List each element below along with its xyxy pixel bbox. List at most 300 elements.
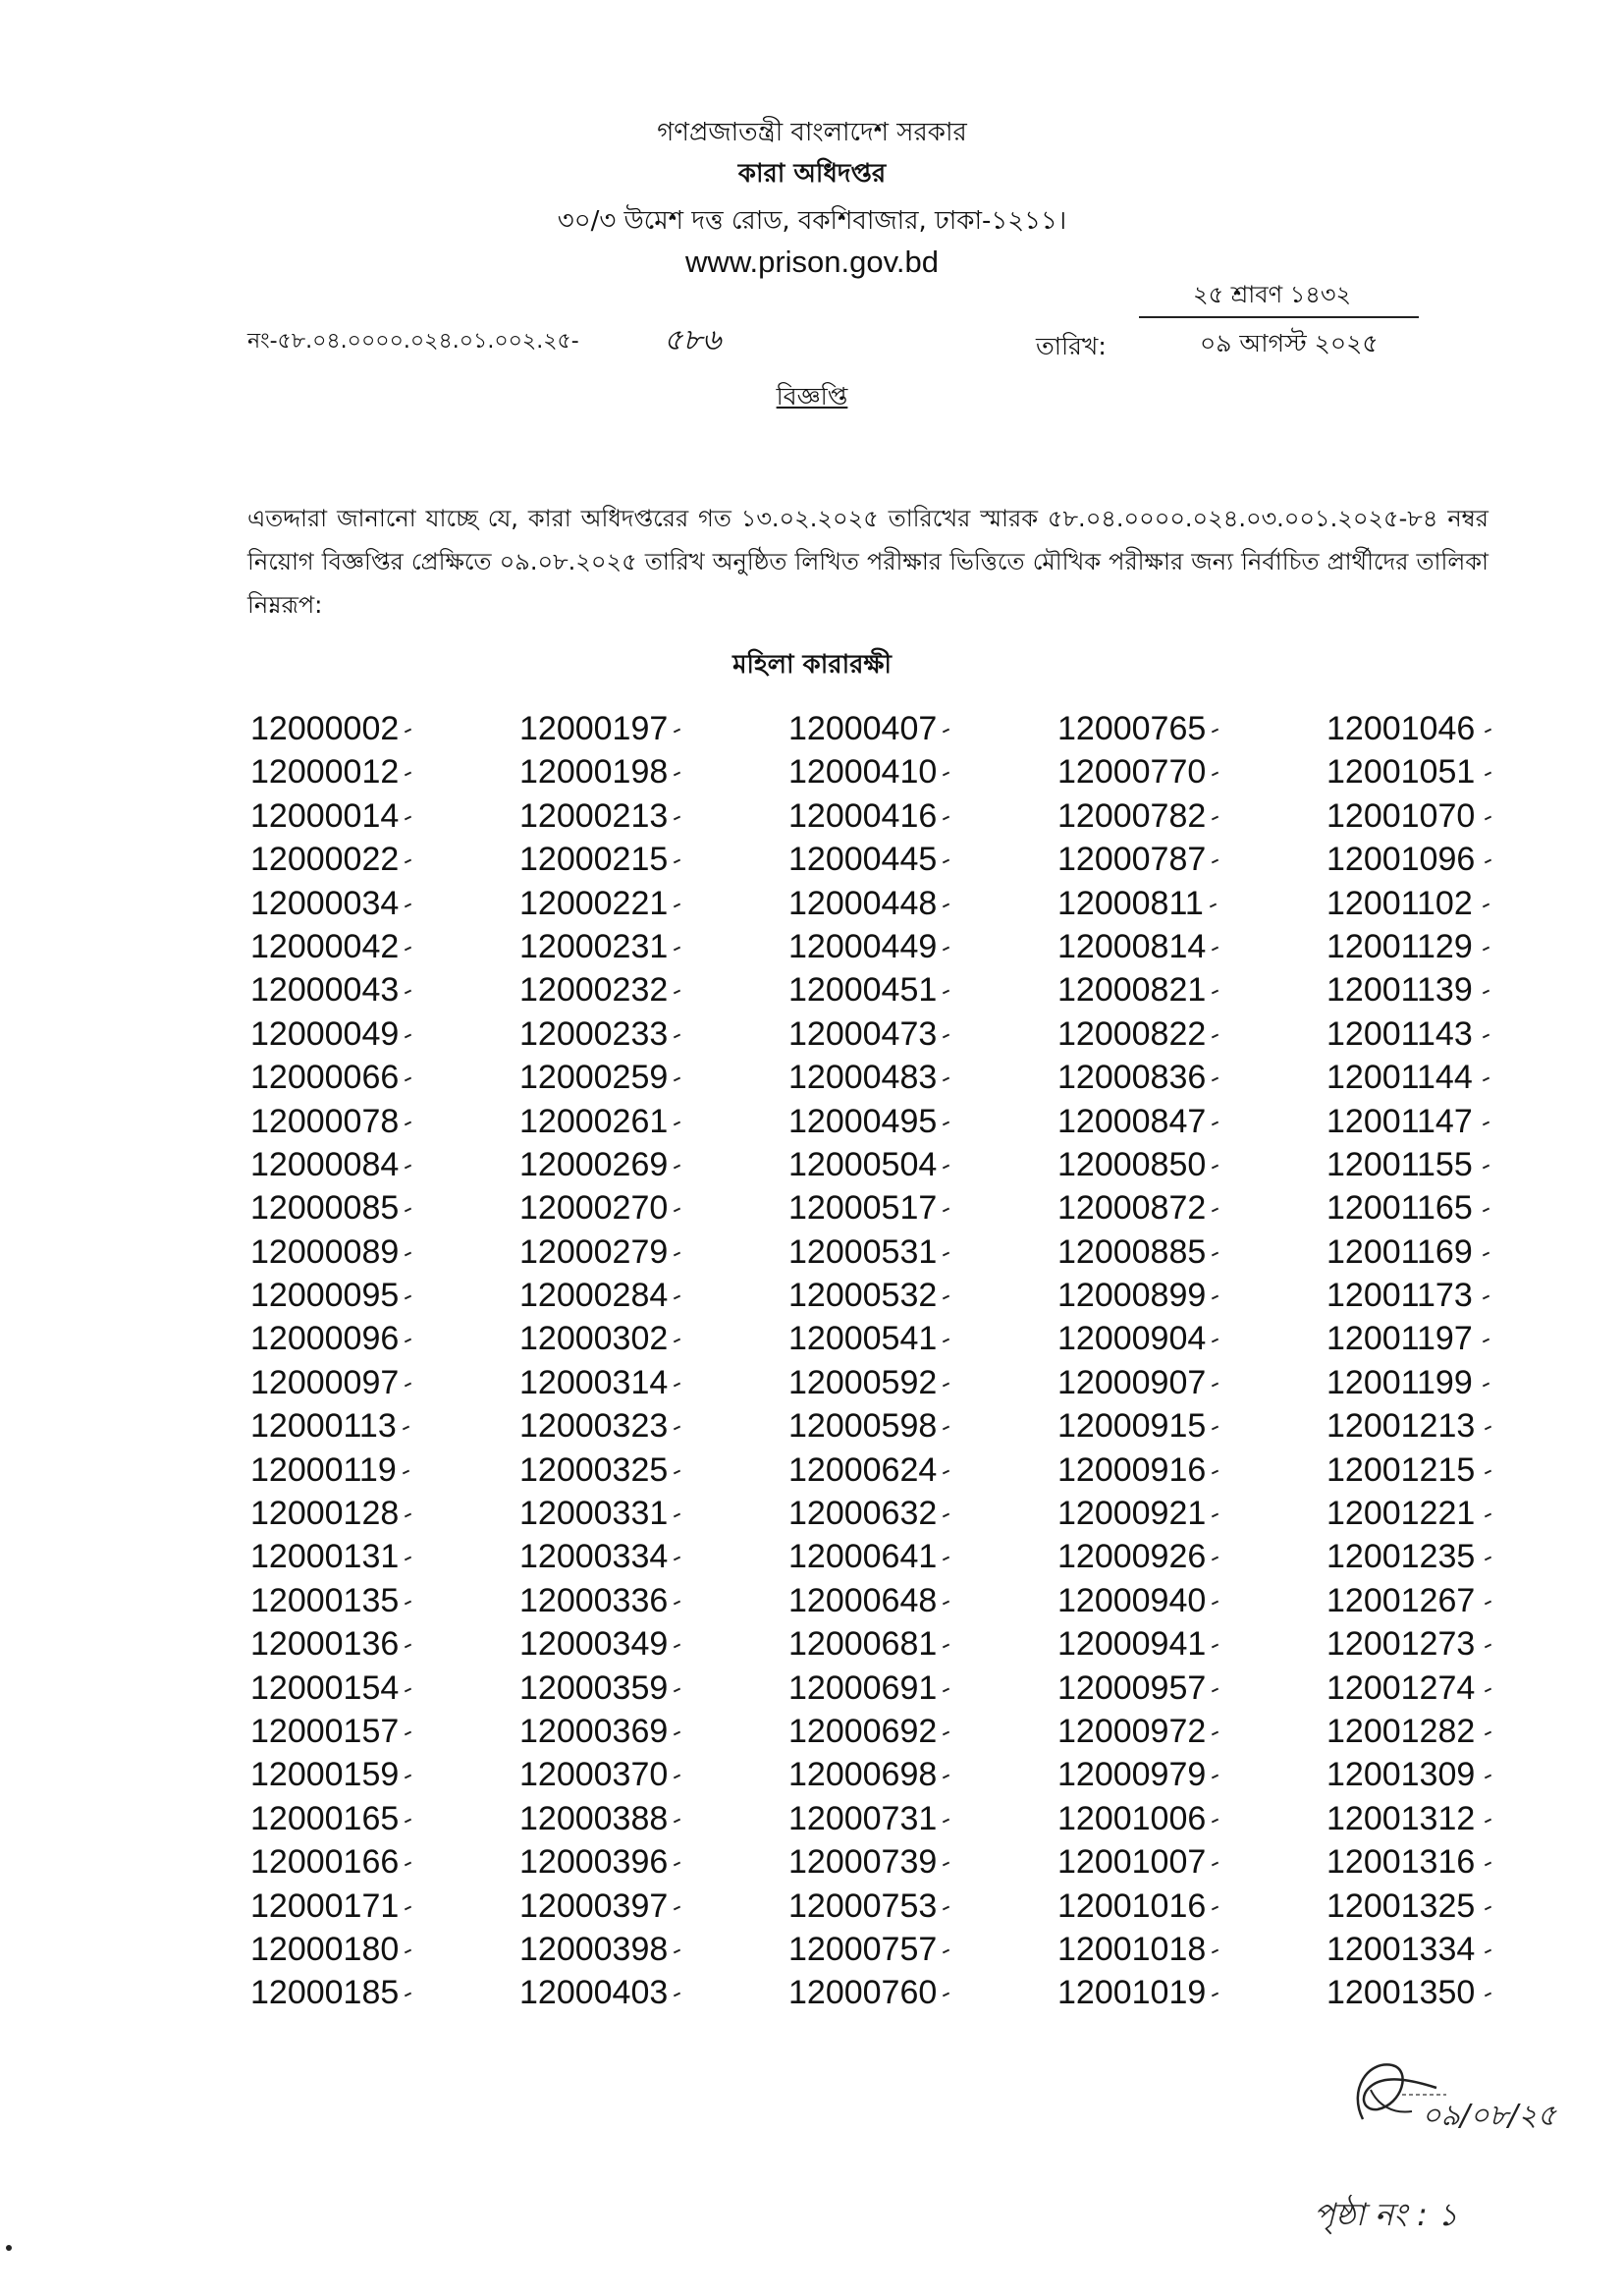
check-tick-icon: [405, 1121, 411, 1125]
roll-number-text: 12000495: [788, 1102, 938, 1140]
roll-number-text: 12000916: [1057, 1450, 1207, 1489]
roll-number-text: 12001282: [1326, 1712, 1476, 1750]
roll-number: [250, 1449, 519, 1492]
roll-number: [1326, 1971, 1596, 2014]
check-tick-icon: [1485, 1513, 1491, 1518]
roll-number-text: 12001147: [1326, 1102, 1473, 1140]
roll-number: [1057, 838, 1326, 881]
check-tick-icon: [1212, 1165, 1218, 1170]
check-tick-icon: [1483, 990, 1489, 995]
roll-number-text: 12000822: [1057, 1014, 1207, 1053]
roll-number: [1326, 1622, 1596, 1666]
roll-number: [519, 1274, 788, 1317]
roll-number: [250, 968, 519, 1011]
roll-number-text: 12000185: [250, 1974, 400, 2012]
roll-number: [1326, 1667, 1596, 1710]
roll-number-text: 12000043: [250, 971, 400, 1010]
roll-number: [250, 925, 519, 968]
check-tick-icon: [943, 729, 949, 734]
roll-number: [1057, 925, 1326, 968]
check-tick-icon: [1485, 1862, 1491, 1867]
roll-number: [519, 1143, 788, 1186]
roll-number: [788, 1012, 1057, 1056]
check-tick-icon: [1212, 1033, 1218, 1038]
roll-number: [1057, 1840, 1326, 1884]
roll-number-text: 12000941: [1057, 1625, 1207, 1664]
check-tick-icon: [943, 1775, 949, 1779]
roll-number: [250, 1012, 519, 1056]
roll-number: [519, 1186, 788, 1230]
roll-number-text: 12000166: [250, 1843, 400, 1882]
roll-number-text: 12000369: [519, 1712, 669, 1750]
roll-number: [788, 1971, 1057, 2014]
roll-number-text: 12000014: [250, 796, 400, 835]
roll-number-text: 12000814: [1057, 927, 1207, 965]
roll-number: [519, 1622, 788, 1666]
roll-number-text: 12001016: [1057, 1886, 1207, 1925]
check-tick-icon: [405, 1165, 411, 1170]
roll-number: [519, 1404, 788, 1448]
roll-number: [1326, 1230, 1596, 1274]
check-tick-icon: [943, 990, 949, 995]
check-tick-icon: [1212, 1469, 1218, 1474]
check-tick-icon: [674, 1600, 680, 1605]
roll-number-text: 12000398: [519, 1930, 669, 1968]
roll-number: [519, 968, 788, 1011]
roll-number-text: 12000119: [250, 1450, 397, 1489]
roll-number: [250, 1492, 519, 1535]
roll-number: [788, 968, 1057, 1011]
roll-number-text: 12000681: [788, 1625, 938, 1664]
roll-number-text: 12000323: [519, 1407, 669, 1446]
roll-number-text: 12000397: [519, 1886, 669, 1925]
roll-number: [1326, 1404, 1596, 1448]
check-tick-icon: [1483, 1033, 1489, 1038]
roll-number: [1326, 750, 1596, 793]
roll-number: [519, 1971, 788, 2014]
check-tick-icon: [1212, 1993, 1218, 1997]
roll-number: [788, 1361, 1057, 1404]
roll-number-text: 12000113: [250, 1407, 397, 1446]
roll-number: [519, 1317, 788, 1360]
roll-number: [788, 1274, 1057, 1317]
check-tick-icon: [1485, 1949, 1491, 1954]
check-tick-icon: [405, 1949, 411, 1954]
check-tick-icon: [674, 1208, 680, 1213]
check-tick-icon: [674, 990, 680, 995]
roll-number: [788, 1317, 1057, 1360]
check-tick-icon: [1485, 1993, 1491, 1997]
roll-number: [788, 1797, 1057, 1840]
roll-number-text: 12001129: [1326, 927, 1473, 965]
roll-number-text: 12000449: [788, 927, 938, 965]
roll-number-text: 12001169: [1326, 1232, 1473, 1271]
check-tick-icon: [674, 1077, 680, 1082]
roll-number: [519, 794, 788, 838]
roll-number-text: 12000359: [519, 1668, 669, 1707]
roll-number-text: 12000128: [250, 1495, 400, 1533]
roll-number-text: 12000002: [250, 710, 400, 747]
roll-number-text: 12001312: [1326, 1799, 1476, 1837]
roll-number-text: 12000232: [519, 971, 669, 1010]
roll-number: [788, 1579, 1057, 1622]
check-tick-icon: [674, 859, 680, 864]
check-tick-icon: [1212, 990, 1218, 995]
roll-number: [250, 882, 519, 925]
roll-number: [250, 1317, 519, 1360]
roll-number: [1057, 1492, 1326, 1535]
roll-number-text: 12000624: [788, 1450, 938, 1489]
roll-number-text: 12001018: [1057, 1930, 1207, 1968]
check-tick-icon: [943, 1905, 949, 1910]
roll-number: [1057, 1928, 1326, 1971]
check-tick-icon: [405, 1687, 411, 1692]
check-tick-icon: [674, 772, 680, 777]
check-tick-icon: [674, 1775, 680, 1779]
roll-number: [1326, 1449, 1596, 1492]
check-tick-icon: [405, 1339, 411, 1343]
roll-number-text: 12000541: [788, 1320, 938, 1358]
check-tick-icon: [674, 729, 680, 734]
check-tick-icon: [943, 1557, 949, 1561]
page-number: পৃষ্ঠা নং : ১: [1314, 2196, 1458, 2233]
roll-number: [250, 1274, 519, 1317]
roll-number-text: 12000336: [519, 1581, 669, 1619]
roll-number-text: 12000049: [250, 1014, 400, 1053]
roll-number: [788, 1667, 1057, 1710]
roll-number-text: 12000770: [1057, 753, 1207, 792]
roll-number: [250, 1797, 519, 1840]
government-name: গণপ্রজাতন্ত্রী বাংলাদেশ সরকার: [657, 118, 967, 147]
roll-number: [1057, 1449, 1326, 1492]
check-tick-icon: [943, 1818, 949, 1823]
roll-number-text: 12000787: [1057, 841, 1207, 879]
roll-number-text: 12000899: [1057, 1277, 1207, 1315]
check-tick-icon: [1212, 1818, 1218, 1823]
check-tick-icon: [405, 1644, 411, 1649]
roll-number-text: 12001334: [1326, 1930, 1476, 1968]
check-tick-icon: [1485, 772, 1491, 777]
roll-number-text: 12000159: [250, 1756, 400, 1794]
roll-number-text: 12000270: [519, 1189, 669, 1228]
roll-number-text: 12000451: [788, 971, 938, 1010]
check-tick-icon: [1483, 947, 1489, 952]
roll-number-text: 12001274: [1326, 1668, 1476, 1707]
roll-number: [519, 1361, 788, 1404]
roll-number-text: 12000926: [1057, 1538, 1207, 1576]
check-tick-icon: [943, 1077, 949, 1082]
roll-number: [519, 750, 788, 793]
roll-number-text: 12000085: [250, 1189, 400, 1228]
roll-number: [1057, 1535, 1326, 1578]
check-tick-icon: [1212, 772, 1218, 777]
roll-number: [519, 882, 788, 925]
check-tick-icon: [1485, 815, 1491, 820]
check-tick-icon: [405, 1033, 411, 1038]
check-tick-icon: [405, 1513, 411, 1518]
roll-number-text: 12001007: [1057, 1843, 1207, 1882]
check-tick-icon: [1483, 1121, 1489, 1125]
roll-number: [1057, 1971, 1326, 2014]
date-english: ০৯ আগস্ট ২০২৫: [1200, 329, 1379, 357]
roll-number-text: 12000739: [788, 1843, 938, 1882]
roll-number: [250, 1622, 519, 1666]
roll-number: [250, 1143, 519, 1186]
check-tick-icon: [405, 1775, 411, 1779]
check-tick-icon: [674, 1033, 680, 1038]
roll-number: [519, 707, 788, 750]
roll-number: [788, 1928, 1057, 1971]
roll-number-text: 12001019: [1057, 1974, 1207, 2012]
check-tick-icon: [1485, 1775, 1491, 1779]
roll-number-text: 12000972: [1057, 1712, 1207, 1750]
roll-number: [1057, 1100, 1326, 1143]
roll-number: [1057, 882, 1326, 925]
roll-number-text: 12000396: [519, 1843, 669, 1882]
roll-number: [1326, 794, 1596, 838]
check-tick-icon: [405, 729, 411, 734]
notice-title: বিজ্ঞপ্তি: [776, 382, 848, 410]
roll-number-text: 12000403: [519, 1974, 669, 2012]
roll-number-text: 12000811: [1057, 884, 1204, 922]
roll-number-text: 12001006: [1057, 1799, 1207, 1837]
check-tick-icon: [943, 859, 949, 864]
roll-number: [1326, 1186, 1596, 1230]
roll-number-text: 12000410: [788, 753, 938, 792]
check-tick-icon: [1485, 1600, 1491, 1605]
check-tick-icon: [405, 859, 411, 864]
roll-number: [1326, 1885, 1596, 1928]
roll-number: [788, 1143, 1057, 1186]
roll-number-text: 12000095: [250, 1277, 400, 1315]
roll-number-text: 12000904: [1057, 1320, 1207, 1358]
roll-number-text: 12000012: [250, 753, 400, 792]
roll-number-text: 12000836: [1057, 1059, 1207, 1097]
roll-number: [1057, 1579, 1326, 1622]
roll-number: [519, 1667, 788, 1710]
roll-number: [1057, 968, 1326, 1011]
roll-number-text: 12000850: [1057, 1145, 1207, 1183]
check-tick-icon: [1483, 1251, 1489, 1256]
roll-number-text: 12000066: [250, 1059, 400, 1097]
roll-number-text: 12000592: [788, 1363, 938, 1401]
check-tick-icon: [674, 1121, 680, 1125]
roll-number: [519, 1492, 788, 1535]
roll-number: [250, 1971, 519, 2014]
check-tick-icon: [1212, 1600, 1218, 1605]
roll-number-text: 12000473: [788, 1014, 938, 1053]
check-tick-icon: [1212, 1775, 1218, 1779]
check-tick-icon: [1483, 1295, 1489, 1300]
check-tick-icon: [1485, 1731, 1491, 1736]
roll-number: [519, 1840, 788, 1884]
check-tick-icon: [1212, 1513, 1218, 1518]
roll-number-text: 12000388: [519, 1799, 669, 1837]
check-tick-icon: [943, 947, 949, 952]
check-tick-icon: [943, 1993, 949, 1997]
roll-number-text: 12001213: [1326, 1407, 1476, 1446]
roll-number: [1326, 1840, 1596, 1884]
notice-paragraph: এতদ্দারা জানানো যাচ্ছে যে, কারা অধিদপ্তরের গত ১৩.০২.২০২৫ তারিখের স্মারক ৫৮.০৪.০০০০.০২৪.০৩.০০১.২০২৫-৮৪ নম্বর নিয়োগ বিজ্ঞপ্তির প্রেক্ষিতে ০৯.০৮.২০২৫ তারিখ অনুষ্ঠিত লিখিত পরীক্ষার ভিত্তিতে মৌখিক পরীক্ষার জন্য নির্বাচিত প্রার্থীদের তালিকা নিম্নরূপ:: [247, 505, 1489, 619]
roll-number-text: 12000448: [788, 884, 938, 922]
roll-number-text: 12000691: [788, 1668, 938, 1707]
check-tick-icon: [1485, 1557, 1491, 1561]
check-tick-icon: [1483, 1208, 1489, 1213]
check-tick-icon: [943, 1251, 949, 1256]
check-tick-icon: [1212, 1949, 1218, 1954]
roll-number: [788, 1492, 1057, 1535]
check-tick-icon: [1212, 1644, 1218, 1649]
roll-number: [1326, 1797, 1596, 1840]
signature-date: ০৯/০৮/২৫: [1422, 2099, 1557, 2133]
roll-number-text: 12001215: [1326, 1450, 1476, 1489]
roll-number: [250, 1667, 519, 1710]
roll-number: [788, 882, 1057, 925]
check-tick-icon: [1485, 1687, 1491, 1692]
roll-number-text: 12000907: [1057, 1363, 1207, 1401]
check-tick-icon: [1483, 1382, 1489, 1387]
check-tick-icon: [1212, 1251, 1218, 1256]
margin-dot: [6, 2245, 12, 2251]
check-tick-icon: [674, 902, 680, 907]
check-tick-icon: [1485, 1426, 1491, 1431]
roll-number-text: 12001316: [1326, 1843, 1476, 1882]
check-tick-icon: [1212, 1208, 1218, 1213]
roll-number: [250, 1840, 519, 1884]
check-tick-icon: [943, 1862, 949, 1867]
roll-number-text: 12000370: [519, 1756, 669, 1794]
roll-number-text: 12000782: [1057, 796, 1207, 835]
roll-number-text: 12000284: [519, 1277, 669, 1315]
check-tick-icon: [674, 1251, 680, 1256]
roll-number: [1057, 1230, 1326, 1274]
check-tick-icon: [405, 1818, 411, 1823]
roll-number-text: 12000407: [788, 710, 938, 747]
roll-number: [1057, 1622, 1326, 1666]
roll-number-text: 12001139: [1326, 971, 1473, 1010]
check-tick-icon: [674, 1644, 680, 1649]
roll-number-text: 12000231: [519, 927, 669, 965]
roll-number-text: 12001046: [1326, 710, 1476, 747]
roll-number-text: 12000136: [250, 1625, 400, 1664]
roll-number-text: 12000641: [788, 1538, 938, 1576]
check-tick-icon: [1212, 1731, 1218, 1736]
roll-number: [519, 1230, 788, 1274]
roll-number-text: 12000753: [788, 1886, 938, 1925]
roll-number-text: 12001267: [1326, 1581, 1476, 1619]
roll-number: [1326, 968, 1596, 1011]
roll-number: [519, 1449, 788, 1492]
roll-number: [519, 1012, 788, 1056]
check-tick-icon: [1210, 902, 1217, 907]
check-tick-icon: [405, 947, 411, 952]
roll-number-text: 12000331: [519, 1495, 669, 1533]
check-tick-icon: [943, 1949, 949, 1954]
roll-number: [250, 1361, 519, 1404]
roll-number-text: 12000504: [788, 1145, 938, 1183]
roll-number: [1057, 1186, 1326, 1230]
roll-number: [519, 838, 788, 881]
check-tick-icon: [943, 1121, 949, 1125]
roll-number: [788, 1710, 1057, 1753]
roll-number-text: 12000198: [519, 753, 669, 792]
check-tick-icon: [674, 1469, 680, 1474]
roll-number: [250, 1885, 519, 1928]
roll-number-text: 12000532: [788, 1277, 938, 1315]
roll-number: [1057, 750, 1326, 793]
roll-number: [1326, 1361, 1596, 1404]
roll-number-text: 12000334: [519, 1538, 669, 1576]
memo-number-handwritten: ৫৮৬: [664, 323, 722, 357]
roll-number-text: 12000259: [519, 1059, 669, 1097]
check-tick-icon: [943, 1295, 949, 1300]
roll-number-text: 12000171: [250, 1886, 400, 1925]
roll-number-text: 12000261: [519, 1102, 669, 1140]
roll-number: [250, 707, 519, 750]
roll-number-text: 12000325: [519, 1450, 669, 1489]
check-tick-icon: [674, 1818, 680, 1823]
check-tick-icon: [674, 1339, 680, 1343]
roll-number: [1326, 838, 1596, 881]
roll-number-text: 12000078: [250, 1102, 400, 1140]
check-tick-icon: [943, 1382, 949, 1387]
check-tick-icon: [1212, 815, 1218, 820]
roll-number-text: 12001051: [1326, 753, 1476, 792]
check-tick-icon: [405, 1251, 411, 1256]
roll-number: [1057, 1667, 1326, 1710]
roll-number: [519, 1579, 788, 1622]
website-link[interactable]: www.prison.gov.bd: [685, 245, 939, 279]
roll-number-text: 12000757: [788, 1930, 938, 1968]
roll-number-text: 12001173: [1326, 1277, 1473, 1315]
check-tick-icon: [1212, 1382, 1218, 1387]
check-tick-icon: [1212, 1295, 1218, 1300]
roll-number-text: 12000698: [788, 1756, 938, 1794]
roll-number-text: 12000221: [519, 884, 669, 922]
check-tick-icon: [1485, 1818, 1491, 1823]
roll-number-text: 12001309: [1326, 1756, 1476, 1794]
roll-number: [1057, 1885, 1326, 1928]
roll-number: [1326, 1274, 1596, 1317]
roll-number: [1326, 1492, 1596, 1535]
check-tick-icon: [943, 815, 949, 820]
roll-number: [250, 750, 519, 793]
roll-number: [1326, 1753, 1596, 1796]
check-tick-icon: [405, 772, 411, 777]
roll-number-text: 12000302: [519, 1320, 669, 1358]
roll-number: [1326, 1535, 1596, 1578]
roll-number-text: 12001199: [1326, 1363, 1473, 1401]
roll-number-text: 12000847: [1057, 1102, 1207, 1140]
check-tick-icon: [1485, 1905, 1491, 1910]
roll-number: [519, 1710, 788, 1753]
roll-number: [788, 1449, 1057, 1492]
date-bangla: ২৫ শ্রাবণ ১৪৩২: [1193, 281, 1352, 308]
check-tick-icon: [1212, 729, 1218, 734]
check-tick-icon: [674, 1426, 680, 1431]
roll-number-text: 12000279: [519, 1232, 669, 1271]
roll-number-text: 12001350: [1326, 1974, 1476, 2012]
roll-number: [1326, 1579, 1596, 1622]
roll-number: [250, 1230, 519, 1274]
notice-title-wrapper: [0, 377, 1624, 419]
roll-number-text: 12000089: [250, 1232, 400, 1271]
roll-number: [250, 1404, 519, 1448]
check-tick-icon: [943, 1644, 949, 1649]
check-tick-icon: [405, 815, 411, 820]
roll-number-text: 12000979: [1057, 1756, 1207, 1794]
check-tick-icon: [1483, 1165, 1489, 1170]
